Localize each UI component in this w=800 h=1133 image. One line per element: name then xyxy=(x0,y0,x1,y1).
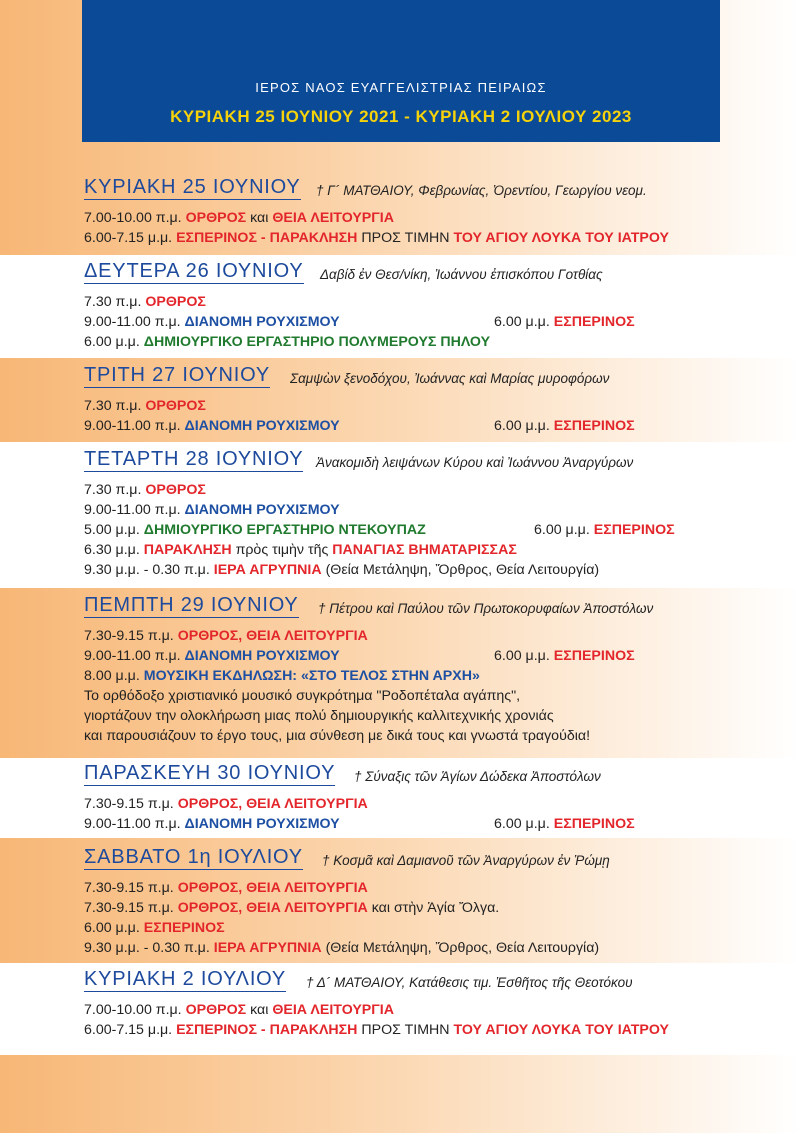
service: ΕΣΠΕΡΙΝΟΣ xyxy=(553,314,635,330)
time: 9.00-11.00 π.μ. xyxy=(84,314,181,330)
time: 6.00 μ.μ. xyxy=(494,648,550,664)
connector: πρὸς τιμὴν τῆς xyxy=(235,542,329,558)
service: ΟΡΘΡΟΣ xyxy=(145,294,206,310)
service: ΙΕΡΑ ΑΓΡΥΠΝΙΑ xyxy=(213,562,322,578)
time: 9.00-11.00 π.μ. xyxy=(84,418,181,434)
time: 9.30 μ.μ. - 0.30 π.μ. xyxy=(84,940,210,956)
day-section xyxy=(84,592,794,746)
time: 7.30 π.μ. xyxy=(84,294,142,310)
note: (Θεία Μετάληψη, Ὄρθρος, Θεία Λειτουργία) xyxy=(325,940,600,956)
day-feast: † Γ´ ΜΑΤΘΑΙΟΥ, Φεβρωνίας, Ὀρεντίου, Γεωργίου νεομ. xyxy=(316,183,647,198)
time: 6.30 μ.μ. xyxy=(84,542,140,558)
time: 8.00 μ.μ. xyxy=(84,668,140,684)
service: ΔΙΑΝΟΜΗ ΡΟΥΧΙΣΜΟΥ xyxy=(184,314,340,330)
service: ΕΣΠΕΡΙΝΟΣ - ΠΑΡΑΚΛΗΣΗ xyxy=(176,1022,358,1038)
service: ΕΣΠΕΡΙΝΟΣ xyxy=(143,920,225,936)
service: ΟΡΘΡΟΣ xyxy=(185,210,247,226)
day-feast: Δαβίδ ἐν Θεσ/νίκη, Ἰωάννου ἐπισκόπου Γοτθίας xyxy=(320,267,603,282)
time: 7.00-10.00 π.μ. xyxy=(84,210,182,226)
service: ΙΕΡΑ ΑΓΡΥΠΝΙΑ xyxy=(213,940,322,956)
service: ΟΡΘΡΟΣ, ΘΕΙΑ ΛΕΙΤΟΥΡΓΙΑ xyxy=(177,900,368,916)
service: ΕΣΠΕΡΙΝΟΣ - ΠΑΡΑΚΛΗΣΗ xyxy=(176,230,358,246)
time: 7.30-9.15 π.μ. xyxy=(84,880,174,896)
event-description: και παρουσιάζουν το έργο τους, μια σύνθεση με δικά τους και γνωστά τραγούδια! xyxy=(84,728,591,744)
time: 9.00-11.00 π.μ. xyxy=(84,502,181,518)
day-section xyxy=(84,258,794,352)
connector: ΠΡΟΣ ΤΙΜΗΝ xyxy=(361,1022,450,1038)
service: ΔΙΑΝΟΜΗ ΡΟΥΧΙΣΜΟΥ xyxy=(184,648,340,664)
day-section xyxy=(84,760,794,834)
time: 9.00-11.00 π.μ. xyxy=(84,648,181,664)
service: ΟΡΘΡΟΣ xyxy=(185,1002,247,1018)
service: ΠΑΡΑΚΛΗΣΗ xyxy=(143,542,232,558)
service: ΜΟΥΣΙΚΗ ΕΚΔΗΛΩΣΗ: «ΣΤΟ ΤΕΛΟΣ ΣΤΗΝ ΑΡΧΗ» xyxy=(143,668,480,684)
connector: ΠΡΟΣ ΤΙΜΗΝ xyxy=(361,230,450,246)
time: 6.00 μ.μ. xyxy=(84,334,140,350)
service: ΟΡΘΡΟΣ xyxy=(145,398,206,414)
event-description: γιορτάζουν την ολοκλήρωση μιας πολύ δημιουργικής καλλιτεχνικής χρονιάς xyxy=(84,708,554,724)
service: ΕΣΠΕΡΙΝΟΣ xyxy=(553,816,635,832)
day-title: ΠΕΜΠΤΗ 29 ΙΟΥΝΙΟΥ xyxy=(84,594,299,616)
day-feast: † Κοσμᾶ καὶ Δαμιανοῦ τῶν Ἀναργύρων ἐν Ῥώμῃ xyxy=(322,853,610,868)
service: ΟΡΘΡΟΣ, ΘΕΙΑ ΛΕΙΤΟΥΡΓΙΑ xyxy=(177,796,368,812)
time: 7.30 π.μ. xyxy=(84,398,142,414)
time: 7.30-9.15 π.μ. xyxy=(84,796,174,812)
time: 6.00 μ.μ. xyxy=(494,314,550,330)
bg-stripe xyxy=(0,1055,800,1133)
time: 7.30-9.15 π.μ. xyxy=(84,628,174,644)
connector: και xyxy=(250,210,269,226)
note: και στὴν Ἁγία Ὄλγα. xyxy=(371,900,500,916)
service: ΔΙΑΝΟΜΗ ΡΟΥΧΙΣΜΟΥ xyxy=(184,418,340,434)
header-banner xyxy=(82,0,720,142)
service: ΔΙΑΝΟΜΗ ΡΟΥΧΙΣΜΟΥ xyxy=(184,816,340,832)
day-title: ΔΕΥΤΕΡΑ 26 ΙΟΥΝΙΟΥ xyxy=(84,260,304,282)
time: 6.00 μ.μ. xyxy=(84,920,140,936)
service: ΔΗΜΙΟΥΡΓΙΚΟ ΕΡΓΑΣΤΗΡΙΟ ΠΟΛΥΜΕΡΟΥΣ ΠΗΛΟΥ xyxy=(143,334,491,350)
day-title: ΤΡΙΤΗ 27 ΙΟΥΝΙΟΥ xyxy=(84,364,270,386)
service: ΟΡΘΡΟΣ, ΘΕΙΑ ΛΕΙΤΟΥΡΓΙΑ xyxy=(177,628,368,644)
connector: και xyxy=(250,1002,269,1018)
day-section xyxy=(84,362,794,436)
day-title: ΠΑΡΑΣΚΕΥΗ 30 ΙΟΥΝΙΟΥ xyxy=(84,762,336,784)
note: (Θεία Μετάληψη, Ὄρθρος, Θεία Λειτουργία) xyxy=(325,562,600,578)
service: ΟΡΘΡΟΣ, ΘΕΙΑ ΛΕΙΤΟΥΡΓΙΑ xyxy=(177,880,368,896)
service: ΟΡΘΡΟΣ xyxy=(145,482,206,498)
day-section xyxy=(84,174,794,248)
service: ΘΕΙΑ ΛΕΙΤΟΥΡΓΙΑ xyxy=(272,1002,394,1018)
event-description: Το ορθόδοξο χριστιανικό μουσικό συγκρότημα "Ροδοπέταλα αγάπης", xyxy=(84,688,521,704)
time: 7.00-10.00 π.μ. xyxy=(84,1002,182,1018)
time: 7.30 π.μ. xyxy=(84,482,142,498)
day-section xyxy=(84,844,794,958)
service: ΕΣΠΕΡΙΝΟΣ xyxy=(553,418,635,434)
day-title: ΚΥΡΙΑΚΗ 2 ΙΟΥΛΙΟΥ xyxy=(84,968,287,990)
time: 9.30 μ.μ. - 0.30 π.μ. xyxy=(84,562,210,578)
date-range: ΚΥΡΙΑΚΗ 25 ΙΟΥΝΙΟΥ 2021 - ΚΥΡΙΑΚΗ 2 ΙΟΥΛΙΟΥ 2023 xyxy=(170,107,632,126)
church-name: ΙΕΡΟΣ ΝΑΟΣ ΕΥΑΓΓΕΛΙΣΤΡΙΑΣ ΠΕΙΡΑΙΩΣ xyxy=(255,80,547,95)
time: 6.00 μ.μ. xyxy=(494,418,550,434)
day-feast: Ἀνακομιδὴ λειψάνων Κύρου καὶ Ἰωάννου Ἀναργύρων xyxy=(316,455,634,470)
day-feast: † Δ´ ΜΑΤΘΑΙΟΥ, Κατάθεσις τιμ. Ἐσθῆτος τῆς Θεοτόκου xyxy=(306,975,633,990)
day-feast: † Πέτρου καὶ Παύλου τῶν Πρωτοκορυφαίων Ἀποστόλων xyxy=(318,601,654,616)
day-title: ΚΥΡΙΑΚΗ 25 ΙΟΥΝΙΟΥ xyxy=(84,176,301,198)
day-feast: Σαμψὼν ξενοδόχου, Ἰωάννας καὶ Μαρίας μυροφόρων xyxy=(290,371,610,386)
service: ΤΟΥ ΑΓΙΟΥ ΛΟΥΚΑ ΤΟΥ ΙΑΤΡΟΥ xyxy=(453,1022,669,1038)
service: ΠΑΝΑΓΙΑΣ ΒΗΜΑΤΑΡΙΣΣΑΣ xyxy=(332,542,517,558)
day-feast: † Σύναξις τῶν Ἁγίων Δώδεκα Ἀποστόλων xyxy=(354,769,601,784)
time: 9.00-11.00 π.μ. xyxy=(84,816,181,832)
day-title: ΤΕΤΑΡΤΗ 28 ΙΟΥΝΙΟΥ xyxy=(84,448,304,470)
time: 6.00 μ.μ. xyxy=(534,522,590,538)
service: ΤΟΥ ΑΓΙΟΥ ΛΟΥΚΑ ΤΟΥ ΙΑΤΡΟΥ xyxy=(453,230,669,246)
time: 6.00-7.15 μ.μ. xyxy=(84,1022,173,1038)
time: 7.30-9.15 π.μ. xyxy=(84,900,174,916)
service: ΔΗΜΙΟΥΡΓΙΚΟ ΕΡΓΑΣΤΗΡΙΟ ΝΤΕΚΟΥΠΑΖ xyxy=(143,522,426,538)
time: 6.00-7.15 μ.μ. xyxy=(84,230,173,246)
time: 5.00 μ.μ. xyxy=(84,522,140,538)
service: ΔΙΑΝΟΜΗ ΡΟΥΧΙΣΜΟΥ xyxy=(184,502,340,518)
day-section xyxy=(84,446,794,580)
day-title: ΣΑΒΒΑΤΟ 1η ΙΟΥΛΙΟΥ xyxy=(84,846,303,868)
service: ΘΕΙΑ ΛΕΙΤΟΥΡΓΙΑ xyxy=(272,210,394,226)
service: ΕΣΠΕΡΙΝΟΣ xyxy=(553,648,635,664)
service: ΕΣΠΕΡΙΝΟΣ xyxy=(593,522,675,538)
day-section xyxy=(84,966,794,1040)
time: 6.00 μ.μ. xyxy=(494,816,550,832)
